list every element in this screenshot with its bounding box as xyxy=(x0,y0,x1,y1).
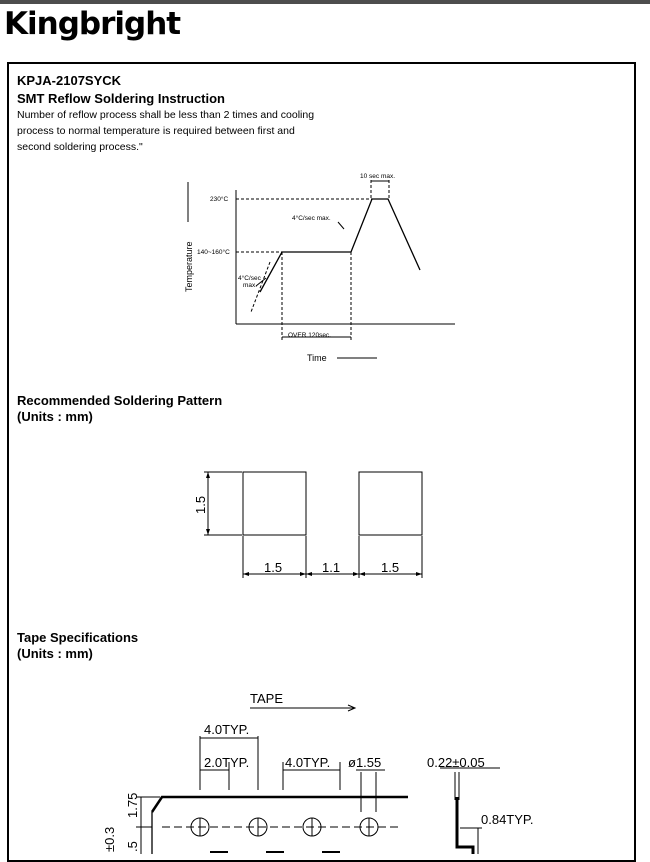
arrow xyxy=(416,572,422,576)
side-dim-3: ±0.3 xyxy=(102,826,117,852)
reflow-labels xyxy=(197,173,395,339)
side-dim-1: 1.75 xyxy=(125,792,140,818)
dim-left-width: 1.5 xyxy=(264,560,283,575)
pattern-title: Recommended Soldering Pattern xyxy=(17,393,223,408)
dim-right-width: 1.5 xyxy=(381,560,400,575)
hole-diameter-label: ø1.55 xyxy=(348,755,382,770)
hole-offset-label: 2.0TYP. xyxy=(204,755,250,770)
arrow xyxy=(306,572,312,576)
ramp-up-pointer xyxy=(338,222,344,229)
arrow xyxy=(243,572,249,576)
side-dim-2: .5 xyxy=(125,841,140,852)
pad-right xyxy=(359,472,422,535)
thickness-label: 0.22±0.05 xyxy=(427,755,485,770)
tape-title: Tape Specifications xyxy=(17,630,139,645)
guide-lines xyxy=(236,180,389,340)
label-10sec: 10 sec max. xyxy=(360,173,396,180)
tape-top-edge xyxy=(152,797,408,812)
arrow xyxy=(359,572,365,576)
dim-gap: 1.1 xyxy=(322,560,341,575)
label-ramp-up: 4°C/sec max. xyxy=(292,215,331,222)
label-ramp-initial-2: max. xyxy=(243,282,258,289)
reflow-note-line: second soldering process." xyxy=(17,141,143,153)
arrow xyxy=(300,572,306,576)
time-axis-label: Time xyxy=(307,353,327,363)
label-140-160: 140~160°C xyxy=(197,249,230,256)
label-ramp-initial-1: 4°C/sec xyxy=(238,275,261,282)
dim-height: 1.5 xyxy=(193,495,208,514)
kingbright-logo: Kingbright xyxy=(4,6,181,42)
arrow xyxy=(206,472,210,478)
tape-diagram xyxy=(136,705,500,854)
tape-cross-section xyxy=(457,797,473,854)
arrow xyxy=(206,529,210,535)
depth-label: 0.84TYP. xyxy=(481,812,534,827)
tape-direction-label: TAPE xyxy=(250,691,283,706)
pitch-label: 4.0TYP. xyxy=(204,722,250,737)
reflow-note-line: process to normal temperature is required between first and xyxy=(17,125,295,137)
pocket-pitch-label: 4.0TYP. xyxy=(285,755,331,770)
label-230: 230°C xyxy=(210,196,229,203)
arrow xyxy=(353,572,359,576)
part-number: KPJA-2107SYCK xyxy=(17,73,122,88)
pattern-units: (Units : mm) xyxy=(17,409,93,424)
reflow-note-line: Number of reflow process shall be less than 2 times and cooling xyxy=(17,109,315,121)
reflow-heading: SMT Reflow Soldering Instruction xyxy=(17,91,225,106)
pad-left xyxy=(243,472,306,535)
temperature-profile-curve xyxy=(260,199,420,292)
label-over120: OVER 120sec. xyxy=(288,332,331,339)
temperature-axis-label: Temperature xyxy=(184,241,194,292)
tape-units: (Units : mm) xyxy=(17,646,93,661)
